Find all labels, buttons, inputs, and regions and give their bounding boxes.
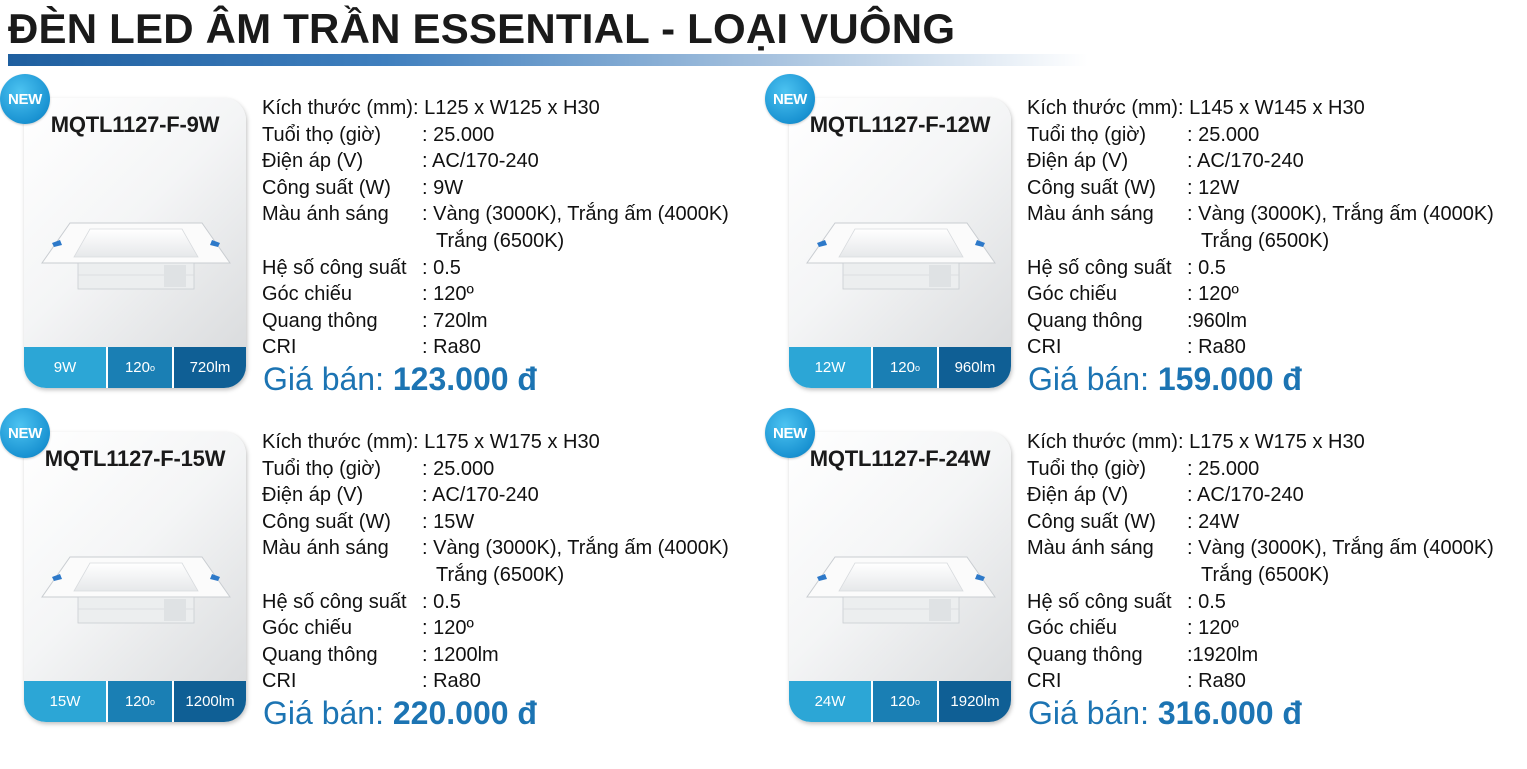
new-badge-label: NEW <box>7 424 43 442</box>
spec-row-power <box>1027 509 1527 536</box>
spec-value: : 120º <box>1187 617 1239 640</box>
spec-label: Màu ánh sáng <box>262 203 389 226</box>
spec-row-color <box>1027 535 1527 562</box>
spec-list <box>1027 95 1527 361</box>
spec-label: Điện áp (V) <box>1027 484 1129 507</box>
product-model: MQTL1127-F-12W <box>809 112 991 137</box>
strip-flux <box>172 347 246 388</box>
price-value: 220.000 đ <box>392 695 537 731</box>
strip-flux <box>937 681 1011 722</box>
product-card <box>789 432 1011 722</box>
spec-value: : AC/170-240 <box>1187 150 1304 173</box>
price-label: Giá bán: <box>263 695 384 731</box>
spec-value: : Ra80 <box>422 336 481 359</box>
new-badge <box>0 408 50 458</box>
spec-row-life <box>1027 456 1527 483</box>
spec-value: : 1200lm <box>422 643 499 666</box>
spec-label: Công suất (W) <box>262 510 391 533</box>
spec-label: Công suất (W) <box>1027 510 1156 533</box>
spec-value: : L125 x W125 x H30 <box>412 97 600 119</box>
product-block <box>765 396 1525 731</box>
strip-power-value: 12W <box>814 359 846 376</box>
spec-value: : Ra80 <box>1187 670 1246 693</box>
price-line <box>263 693 537 733</box>
spec-label: Kích thước (mm) <box>262 431 413 453</box>
spec-row-color-cont <box>262 562 762 589</box>
product-card <box>24 98 246 388</box>
spec-label: Màu ánh sáng <box>262 537 389 560</box>
spec-label: Hệ số công suất <box>1027 256 1172 279</box>
spec-row-color <box>262 535 762 562</box>
strip-power-value: 24W <box>814 693 846 710</box>
spec-list <box>262 95 762 361</box>
strip-flux-value: 1200lm <box>185 693 235 710</box>
spec-value: : AC/170-240 <box>422 484 539 507</box>
spec-label: CRI <box>1027 670 1062 693</box>
spec-row-cri <box>262 334 762 361</box>
spec-label: Màu ánh sáng <box>1027 537 1154 560</box>
spec-row-pf <box>262 255 762 282</box>
strip-flux-value: 1920lm <box>950 693 1000 710</box>
spec-value: : Vàng (3000K), Trắng ấm (4000K) <box>1187 537 1494 560</box>
spec-row-color-cont <box>1027 228 1527 255</box>
price-label: Giá bán: <box>1028 361 1149 397</box>
spec-row-voltage <box>1027 148 1527 175</box>
spec-value: : 9W <box>422 176 464 199</box>
spec-value: Trắng (6500K) <box>436 563 565 586</box>
spec-value: : 0.5 <box>1187 256 1226 279</box>
new-badge-label: NEW <box>772 90 808 108</box>
spec-value: : AC/170-240 <box>422 150 539 173</box>
spec-label: Góc chiếu <box>262 283 353 306</box>
strip-angle <box>871 347 937 388</box>
price-value: 159.000 đ <box>1157 361 1302 397</box>
product-card <box>24 432 246 722</box>
spec-label: Hệ số công suất <box>1027 590 1172 613</box>
spec-row-color <box>262 201 762 228</box>
degree-sign: o <box>150 696 156 707</box>
spec-row-flux <box>1027 308 1527 335</box>
new-badge-label: NEW <box>772 424 808 442</box>
spec-label: Công suất (W) <box>1027 176 1156 199</box>
spec-row-size <box>1027 429 1527 456</box>
spec-value: : L175 x W175 x H30 <box>1177 431 1365 453</box>
new-badge <box>765 74 815 124</box>
new-badge <box>765 408 815 458</box>
strip-angle-value: 120 <box>124 693 150 710</box>
spec-label: Tuổi thọ (giờ) <box>1027 123 1147 146</box>
spec-label: Quang thông <box>1027 309 1143 332</box>
spec-label: Điện áp (V) <box>262 484 364 507</box>
spec-strip <box>24 681 246 722</box>
spec-label: Tuổi thọ (giờ) <box>262 457 382 480</box>
spec-label: Góc chiếu <box>1027 617 1118 640</box>
spec-row-voltage <box>262 482 762 509</box>
spec-row-color <box>1027 201 1527 228</box>
new-badge <box>0 74 50 124</box>
spec-row-life <box>1027 122 1527 149</box>
spec-row-size <box>262 429 762 456</box>
spec-label: Kích thước (mm) <box>1027 97 1178 119</box>
spec-label: Quang thông <box>262 643 378 666</box>
spec-value: : 25.000 <box>422 123 495 146</box>
spec-label-spacer <box>262 562 422 589</box>
downlight-image <box>34 537 238 627</box>
product-block <box>0 62 760 397</box>
spec-value: Trắng (6500K) <box>436 229 565 252</box>
spec-list <box>262 429 762 695</box>
spec-label-spacer <box>1027 228 1187 255</box>
strip-angle <box>106 681 172 722</box>
product-model: MQTL1127-F-15W <box>44 446 226 471</box>
spec-value: : Ra80 <box>422 670 481 693</box>
price-value: 316.000 đ <box>1157 695 1302 731</box>
spec-row-pf <box>1027 255 1527 282</box>
strip-flux-value: 960lm <box>954 359 996 376</box>
price-line <box>1028 359 1302 399</box>
spec-value: : Vàng (3000K), Trắng ấm (4000K) <box>1187 203 1494 226</box>
spec-value: : 25.000 <box>1187 457 1260 480</box>
spec-label: Công suất (W) <box>262 176 391 199</box>
spec-value: : 15W <box>422 510 475 533</box>
spec-row-angle <box>1027 281 1527 308</box>
spec-row-power <box>1027 175 1527 202</box>
strip-power-value: 9W <box>53 359 77 376</box>
spec-value: Trắng (6500K) <box>1201 229 1330 252</box>
strip-angle-value: 120 <box>889 693 915 710</box>
spec-label: Quang thông <box>1027 643 1143 666</box>
strip-power-value: 15W <box>49 693 81 710</box>
spec-label: Kích thước (mm) <box>1027 431 1178 453</box>
strip-power <box>789 681 871 722</box>
spec-label: Kích thước (mm) <box>262 97 413 119</box>
spec-value: : 12W <box>1187 176 1240 199</box>
spec-value: : 120º <box>422 283 474 306</box>
spec-row-flux <box>262 308 762 335</box>
strip-angle <box>871 681 937 722</box>
spec-value: : Ra80 <box>1187 336 1246 359</box>
strip-flux <box>172 681 246 722</box>
spec-label: Hệ số công suất <box>262 590 407 613</box>
new-badge-label: NEW <box>7 90 43 108</box>
spec-label: CRI <box>1027 336 1062 359</box>
product-block <box>765 62 1525 397</box>
spec-row-cri <box>1027 334 1527 361</box>
spec-label: Điện áp (V) <box>262 150 364 173</box>
spec-label: Hệ số công suất <box>262 256 407 279</box>
spec-label: Tuổi thọ (giờ) <box>262 123 382 146</box>
strip-power <box>24 347 106 388</box>
downlight-image <box>799 537 1003 627</box>
spec-value: :960lm <box>1187 309 1248 332</box>
spec-row-voltage <box>1027 482 1527 509</box>
price-label: Giá bán: <box>1028 695 1149 731</box>
strip-angle-value: 120 <box>889 359 915 376</box>
price-line <box>1028 693 1302 733</box>
spec-row-angle <box>262 281 762 308</box>
spec-row-flux <box>1027 642 1527 669</box>
price-label: Giá bán: <box>263 361 384 397</box>
spec-label: Góc chiếu <box>1027 283 1118 306</box>
spec-label: CRI <box>262 670 297 693</box>
spec-value: : L145 x W145 x H30 <box>1177 97 1365 119</box>
spec-value: : AC/170-240 <box>1187 484 1304 507</box>
spec-label: Quang thông <box>262 309 378 332</box>
strip-power <box>789 347 871 388</box>
spec-row-pf <box>1027 589 1527 616</box>
spec-value: : 25.000 <box>1187 123 1260 146</box>
spec-row-angle <box>1027 615 1527 642</box>
spec-label: Tuổi thọ (giờ) <box>1027 457 1147 480</box>
spec-row-voltage <box>262 148 762 175</box>
spec-value: : L175 x W175 x H30 <box>412 431 600 453</box>
downlight-image <box>34 203 238 293</box>
spec-label-spacer <box>1027 562 1187 589</box>
spec-row-power <box>262 509 762 536</box>
spec-value: : 24W <box>1187 510 1240 533</box>
spec-row-life <box>262 122 762 149</box>
spec-value: : 0.5 <box>1187 590 1226 613</box>
strip-flux-value: 720lm <box>189 359 231 376</box>
spec-value: : 0.5 <box>422 590 461 613</box>
spec-row-life <box>262 456 762 483</box>
spec-row-flux <box>262 642 762 669</box>
strip-power <box>24 681 106 722</box>
spec-value: : Vàng (3000K), Trắng ấm (4000K) <box>422 537 729 560</box>
page-title: ĐÈN LED ÂM TRẦN ESSENTIAL - LOẠI VUÔNG <box>8 5 956 52</box>
spec-row-size <box>262 95 762 122</box>
product-model: MQTL1127-F-24W <box>809 446 991 471</box>
product-model: MQTL1127-F-9W <box>50 112 220 137</box>
spec-label: Điện áp (V) <box>1027 150 1129 173</box>
spec-row-color-cont <box>1027 562 1527 589</box>
strip-angle-value: 120 <box>124 359 150 376</box>
degree-sign: o <box>915 362 921 373</box>
spec-label-spacer <box>262 228 422 255</box>
spec-label: CRI <box>262 336 297 359</box>
spec-strip <box>24 347 246 388</box>
spec-value: : 0.5 <box>422 256 461 279</box>
spec-row-pf <box>262 589 762 616</box>
product-block <box>0 396 760 731</box>
spec-value: Trắng (6500K) <box>1201 563 1330 586</box>
strip-flux <box>937 347 1011 388</box>
spec-row-power <box>262 175 762 202</box>
spec-row-color-cont <box>262 228 762 255</box>
degree-sign: o <box>915 696 921 707</box>
spec-strip <box>789 681 1011 722</box>
spec-value: : 720lm <box>422 309 488 332</box>
spec-row-cri <box>262 668 762 695</box>
spec-row-cri <box>1027 668 1527 695</box>
spec-label: Màu ánh sáng <box>1027 203 1154 226</box>
spec-strip <box>789 347 1011 388</box>
spec-value: : 120º <box>422 617 474 640</box>
strip-angle <box>106 347 172 388</box>
spec-value: : 120º <box>1187 283 1239 306</box>
spec-row-angle <box>262 615 762 642</box>
product-card <box>789 98 1011 388</box>
spec-value: : 25.000 <box>422 457 495 480</box>
spec-list <box>1027 429 1527 695</box>
downlight-image <box>799 203 1003 293</box>
price-line <box>263 359 537 399</box>
price-value: 123.000 đ <box>392 361 537 397</box>
degree-sign: o <box>150 362 156 373</box>
spec-value: :1920lm <box>1187 643 1259 666</box>
spec-value: : Vàng (3000K), Trắng ấm (4000K) <box>422 203 729 226</box>
spec-row-size <box>1027 95 1527 122</box>
spec-label: Góc chiếu <box>262 617 353 640</box>
